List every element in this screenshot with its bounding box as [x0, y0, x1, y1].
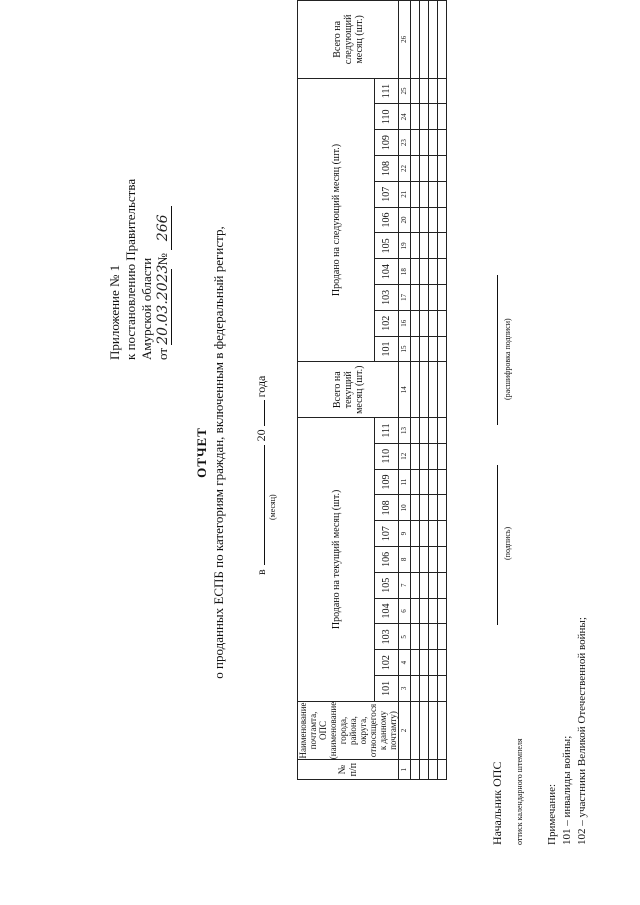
table-cell [438, 259, 447, 285]
table-cell [429, 207, 438, 233]
table-cell [429, 130, 438, 156]
column-number: 17 [399, 285, 411, 311]
category-code-current: 108 [375, 495, 399, 521]
table-cell [420, 233, 429, 259]
header-sold-current: Продано на текущий месяц (шт.) [298, 418, 375, 702]
column-number: 12 [399, 443, 411, 469]
table-cell [438, 181, 447, 207]
table-row [438, 1, 447, 780]
table-cell [438, 701, 447, 759]
table-cell [420, 78, 429, 104]
table-cell [420, 650, 429, 676]
table-cell [429, 233, 438, 259]
table-row [411, 1, 420, 780]
header-total-next: Всего на следующий месяц (шт.) [298, 1, 399, 79]
year-prefix: 20 [254, 429, 268, 442]
table-row [420, 1, 429, 780]
table-cell [438, 760, 447, 780]
table-cell [420, 443, 429, 469]
table-cell [429, 104, 438, 130]
number-prefix: № [155, 253, 170, 266]
appendix-date-line [155, 179, 172, 360]
column-number: 11 [399, 469, 411, 495]
category-code-next: 104 [375, 259, 399, 285]
table-cell [420, 207, 429, 233]
table-cell [438, 130, 447, 156]
category-code-current: 101 [375, 676, 399, 702]
head-of-office-label: Начальник ОПС [490, 761, 504, 845]
category-code-next: 103 [375, 285, 399, 311]
table-cell [411, 156, 420, 182]
table-cell [438, 156, 447, 182]
table-cell [411, 362, 420, 418]
appendix-line-3: Амурской области [139, 257, 154, 360]
table-cell [438, 233, 447, 259]
table-cell [411, 259, 420, 285]
table-cell [429, 156, 438, 182]
column-number: 9 [399, 521, 411, 547]
category-code-current: 109 [375, 469, 399, 495]
column-number: 25 [399, 78, 411, 104]
table-cell [411, 1, 420, 79]
table-cell [411, 547, 420, 573]
table-cell [411, 469, 420, 495]
table-cell [429, 676, 438, 702]
table-cell [429, 650, 438, 676]
category-code-next: 107 [375, 181, 399, 207]
table-cell [438, 78, 447, 104]
column-number: 6 [399, 598, 411, 624]
table-cell [429, 418, 438, 444]
table-cell [429, 572, 438, 598]
signature-line [496, 465, 498, 625]
period-in: в [254, 569, 268, 575]
appendix-line-1: Приложение № 1 [107, 264, 122, 360]
table-cell [429, 78, 438, 104]
table-cell [429, 181, 438, 207]
table-cell [420, 418, 429, 444]
month-blank [253, 445, 265, 565]
table-cell [420, 760, 429, 780]
table-cell [420, 285, 429, 311]
category-code-current: 110 [375, 443, 399, 469]
table-cell [411, 701, 420, 759]
table-cell [420, 336, 429, 362]
note-101: 101 – инвалиды войны; [561, 735, 573, 845]
report-title: ОТЧЕТ [194, 427, 209, 478]
table-cell [438, 598, 447, 624]
table-cell [429, 310, 438, 336]
report-period [253, 376, 269, 575]
year-suffix: года [254, 375, 268, 398]
date-prefix: от [155, 347, 170, 360]
column-number: 4 [399, 650, 411, 676]
table-cell [420, 156, 429, 182]
table-cell [429, 760, 438, 780]
table-cell [420, 676, 429, 702]
table-cell [429, 285, 438, 311]
column-number: 16 [399, 310, 411, 336]
table-cell [429, 521, 438, 547]
category-code-next: 109 [375, 130, 399, 156]
table-cell [420, 521, 429, 547]
table-cell [438, 624, 447, 650]
table-cell [411, 310, 420, 336]
table-cell [438, 547, 447, 573]
table-cell [420, 259, 429, 285]
table-cell [411, 760, 420, 780]
report-subtitle: о проданных ЕСПБ по категориям граждан, включенным в федеральный регистр, [211, 226, 226, 679]
column-number: 20 [399, 207, 411, 233]
category-code-current: 107 [375, 521, 399, 547]
table-cell [438, 418, 447, 444]
table-cell [429, 443, 438, 469]
table-cell [411, 572, 420, 598]
table-cell [411, 130, 420, 156]
table-cell [438, 1, 447, 79]
decoding-caption: (расшифровка подписи) [503, 318, 512, 400]
table-cell [429, 336, 438, 362]
category-code-current: 104 [375, 598, 399, 624]
handwritten-date: 20.03.2023 [155, 264, 171, 345]
report-table [297, 0, 447, 780]
table-cell [411, 181, 420, 207]
table-cell [429, 547, 438, 573]
table-cell [420, 547, 429, 573]
table-cell [438, 207, 447, 233]
table-cell [438, 362, 447, 418]
table-cell [438, 285, 447, 311]
table-cell [411, 104, 420, 130]
appendix-block [107, 179, 172, 360]
table-cell [411, 676, 420, 702]
header-num: № п/п [298, 760, 399, 780]
category-code-next: 111 [375, 78, 399, 104]
table-cell [420, 701, 429, 759]
table-cell [420, 624, 429, 650]
table-cell [420, 1, 429, 79]
column-number: 23 [399, 130, 411, 156]
table-cell [429, 598, 438, 624]
column-number: 5 [399, 624, 411, 650]
column-numbers-row [399, 1, 411, 780]
table-cell [411, 598, 420, 624]
table-cell [429, 259, 438, 285]
appendix-line-2: к постановлению Правительства [123, 178, 138, 360]
column-number: 10 [399, 495, 411, 521]
header-total-current: Всего на текущий месяц (шт.) [298, 362, 399, 418]
table-cell [438, 676, 447, 702]
column-number: 21 [399, 181, 411, 207]
table-cell [420, 572, 429, 598]
table-cell [438, 469, 447, 495]
column-number: 1 [399, 760, 411, 780]
table-cell [429, 495, 438, 521]
table-cell [411, 207, 420, 233]
table-cell [438, 310, 447, 336]
table-cell [429, 1, 438, 79]
month-caption: (месяц) [268, 494, 277, 520]
notes [545, 617, 590, 845]
column-number: 14 [399, 362, 411, 418]
header-sold-next: Продано на следующий месяц (шт.) [298, 78, 375, 362]
header-name: Наименование почтамта, ОПС (наименование города, района, округа, относящегося к данному почтамту) [298, 701, 398, 760]
table-cell [429, 701, 438, 759]
column-number: 22 [399, 156, 411, 182]
column-number: 13 [399, 418, 411, 444]
table-cell [438, 104, 447, 130]
table-cell [429, 469, 438, 495]
table-cell [411, 78, 420, 104]
table-cell [411, 285, 420, 311]
column-number: 26 [399, 1, 411, 79]
column-number: 24 [399, 104, 411, 130]
category-code-next: 110 [375, 104, 399, 130]
signature-caption: (подпись) [503, 526, 512, 560]
note-102: 102 – участники Великой Отечественной войны; [576, 617, 588, 845]
table-cell [429, 624, 438, 650]
stamp-caption: оттиск календарного штемпеля [515, 738, 524, 845]
table-cell [420, 130, 429, 156]
table-cell [420, 104, 429, 130]
table-cell [420, 362, 429, 418]
category-code-next: 106 [375, 207, 399, 233]
column-number: 18 [399, 259, 411, 285]
table-cell [429, 362, 438, 418]
table-cell [411, 443, 420, 469]
category-code-current: 106 [375, 547, 399, 573]
column-number: 15 [399, 336, 411, 362]
column-number: 7 [399, 572, 411, 598]
table-row [429, 1, 438, 780]
category-code-current: 111 [375, 418, 399, 444]
table-cell [411, 233, 420, 259]
table-cell [438, 650, 447, 676]
table-cell [411, 521, 420, 547]
table-cell [438, 443, 447, 469]
category-code-next: 102 [375, 310, 399, 336]
table-cell [420, 598, 429, 624]
category-code-current: 105 [375, 572, 399, 598]
table-cell [411, 624, 420, 650]
table-cell [438, 336, 447, 362]
table-cell [420, 310, 429, 336]
column-number: 3 [399, 676, 411, 702]
table-cell [411, 418, 420, 444]
category-code-next: 105 [375, 233, 399, 259]
category-code-next: 108 [375, 156, 399, 182]
table-cell [420, 495, 429, 521]
note-title: Примечание: [546, 783, 558, 845]
table-cell [411, 650, 420, 676]
table-cell [438, 572, 447, 598]
category-code-current: 103 [375, 624, 399, 650]
table-cell [438, 495, 447, 521]
table-cell [420, 469, 429, 495]
table-cell [420, 181, 429, 207]
year-blank [253, 400, 265, 426]
handwritten-number: 266 [155, 206, 172, 250]
table-cell [438, 521, 447, 547]
table-cell [411, 336, 420, 362]
table-cell [411, 495, 420, 521]
decoding-line [496, 275, 498, 425]
column-number: 2 [399, 701, 411, 759]
column-number: 19 [399, 233, 411, 259]
category-code-next: 101 [375, 336, 399, 362]
category-code-current: 102 [375, 650, 399, 676]
column-number: 8 [399, 547, 411, 573]
